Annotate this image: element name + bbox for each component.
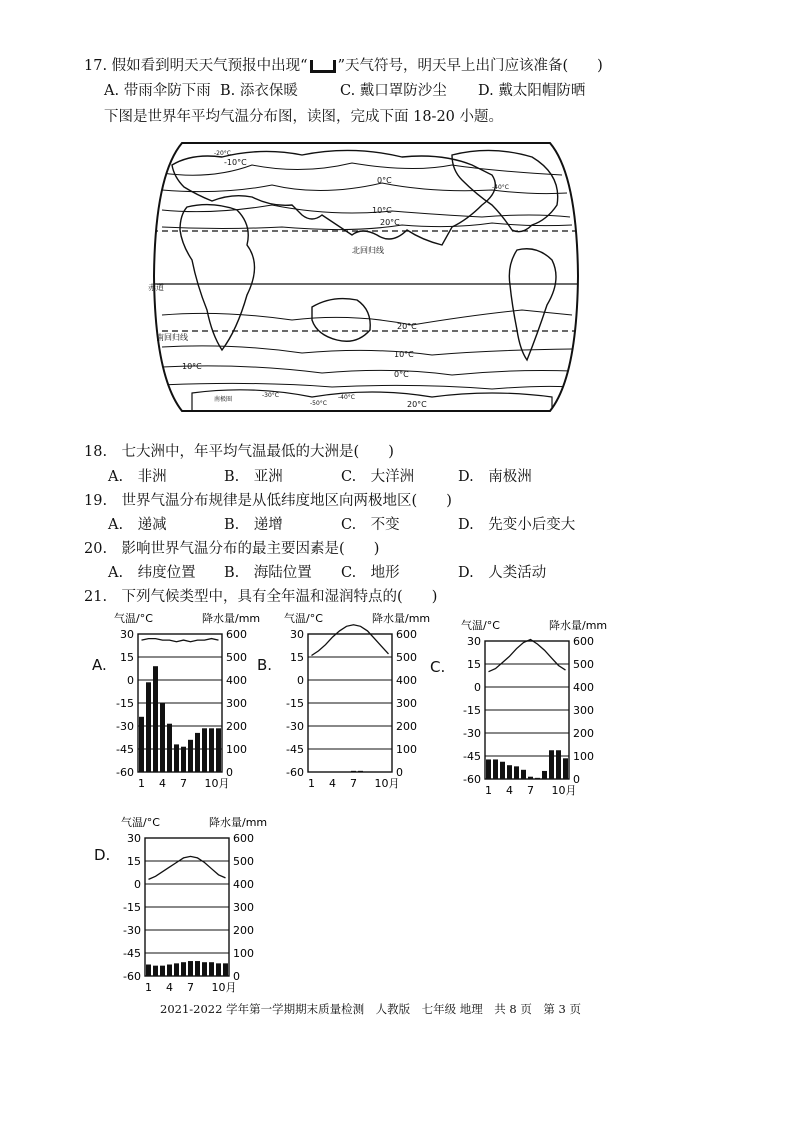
isotherm-label-7: 10°C [182,362,202,371]
precip-tick-label: 600 [226,628,247,641]
temp-tick-label: -60 [286,766,304,779]
month-tick-label: 1 [138,777,145,790]
precip-axis-title: 降水量/mm [202,612,261,625]
precip-tick-label: 600 [573,635,594,648]
temp-tick-label: 15 [467,658,481,671]
month-tick-label: 10月 [551,784,577,797]
temp-tick-label: -30 [116,720,134,733]
precip-bar [188,740,193,772]
temp-tick-label: 15 [290,651,304,664]
precip-tick-label: 200 [226,720,247,733]
q20-option-d: D. 人类活动 [458,565,547,581]
temp-tick-label: -15 [463,704,481,717]
precip-tick-label: 300 [226,697,247,710]
precip-tick-label: 300 [233,901,254,914]
precip-tick-label: 500 [233,855,254,868]
chart-c-label: C. [430,658,446,676]
q17-text-after: ”天气符号，明天早上出门应该准备( ) [337,58,603,74]
q18-option-c: C. 大洋洲 [341,469,415,485]
precip-tick-label: 200 [396,720,417,733]
precip-tick-label: 0 [233,970,240,983]
q18-option-a: A. 非洲 [108,469,167,485]
precip-tick-label: 100 [226,743,247,756]
precip-bar [167,965,172,977]
temp-tick-label: 30 [290,628,304,641]
precip-bar [202,728,207,772]
q18-option-b: B. 亚洲 [224,469,283,485]
precip-bar [486,759,491,779]
isotherm-label-10: -40°C [338,394,355,401]
temp-tick-label: -30 [463,727,481,740]
temp-tick-label: -45 [463,750,481,763]
precip-tick-label: 100 [573,750,594,763]
climate-chart-c [457,617,632,797]
precip-bar [188,961,193,976]
precip-bar [202,962,207,976]
precip-bar [521,770,526,779]
chart-d-label: D. [94,846,111,864]
temp-tick-label: -15 [116,697,134,710]
precip-bar [174,963,179,976]
map-intro: 下图是世界年平均气温分布图，读图，完成下面 18-20 小题。 [104,109,504,125]
map-label-antarctic: 南极圈 [214,396,233,403]
month-tick-label: 1 [485,784,492,797]
temp-tick-label: 15 [127,855,141,868]
map-label-equator: 赤道 [148,283,164,292]
precip-bar [216,728,221,772]
precip-tick-label: 400 [396,674,417,687]
precip-bar [139,717,144,772]
q17-text-before: 17. 假如看到明天天气预报中出现“ [84,58,308,74]
temperature-line [142,639,219,642]
temp-axis-title: 气温/°C [284,612,323,625]
q20-option-b: B. 海陆位置 [224,565,312,581]
q20-stem: 20. 影响世界气温分布的最主要因素是( ) [84,541,380,557]
q19-option-b: B. 递增 [224,517,283,533]
precip-bar [153,666,158,772]
temp-tick-label: -60 [123,970,141,983]
isotherm-label-0: -10°C [224,158,247,167]
q17-option-a: A. 带雨伞防下雨 [104,83,211,99]
temp-tick-label: 0 [134,878,141,891]
precip-bar [181,962,186,976]
precip-bar [195,961,200,976]
isotherm-label-6: 0°C [394,370,409,379]
q19-option-d: D. 先变小后变大 [458,517,576,533]
temp-tick-label: -45 [286,743,304,756]
precip-bar [181,747,186,772]
temp-tick-label: -60 [116,766,134,779]
climate-chart-b [280,610,455,790]
precip-tick-label: 100 [396,743,417,756]
sandstorm-weather-symbol-icon [310,60,336,73]
q20-option-a: A. 纬度位置 [108,565,196,581]
temp-tick-label: 0 [474,681,481,694]
temp-axis-title: 气温/°C [461,619,500,632]
precip-bar [493,759,498,779]
page-footer: 2021-2022 学年第一学期期末质量检测 人教版 七年级 地理 共 8 页 第 3 页 [160,1002,581,1016]
temp-tick-label: -15 [286,697,304,710]
month-tick-label: 7 [187,981,194,994]
temp-tick-label: 0 [127,674,134,687]
precip-tick-label: 300 [396,697,417,710]
isotherm-label-13: -40°C [492,184,509,191]
month-tick-label: 10月 [211,981,237,994]
precip-bar [146,682,151,772]
temp-tick-label: -15 [123,901,141,914]
month-tick-label: 1 [308,777,315,790]
temp-tick-label: 0 [297,674,304,687]
q17-option-b: B. 添衣保暖 [220,83,298,99]
climate-chart-d [117,814,292,994]
precip-bar [209,962,214,976]
temp-tick-label: -45 [123,947,141,960]
temp-tick-label: -30 [286,720,304,733]
precip-bar [535,778,540,779]
world-temperature-map [148,135,580,417]
climate-chart-a [110,610,285,790]
precip-bar [358,771,363,772]
precip-tick-label: 400 [233,878,254,891]
isotherm-label-1: 0°C [377,176,392,185]
isotherm-label-5: 10°C [394,350,414,359]
isotherm-label-3: 20°C [380,218,400,227]
precip-bar [556,750,561,779]
map-label-tropic-north: 北回归线 [352,246,384,255]
isotherm-label-4: 20°C [397,322,417,331]
month-tick-label: 4 [166,981,173,994]
precip-tick-label: 500 [226,651,247,664]
temp-tick-label: 30 [467,635,481,648]
temperature-line [149,856,226,879]
month-tick-label: 7 [350,777,357,790]
precip-tick-label: 0 [226,766,233,779]
temp-axis-title: 气温/°C [121,816,160,829]
month-tick-label: 4 [506,784,513,797]
precip-tick-label: 200 [573,727,594,740]
precip-bar [507,765,512,779]
temp-tick-label: 30 [120,628,134,641]
precip-axis-title: 降水量/mm [209,816,268,829]
isotherm-label-12: -30°C [262,392,279,399]
precip-tick-label: 500 [573,658,594,671]
month-tick-label: 1 [145,981,152,994]
precip-bar [514,766,519,779]
precip-bar [216,963,221,976]
precip-bar [195,733,200,772]
precip-bar [153,966,158,976]
precip-tick-label: 0 [573,773,580,786]
precip-bar [223,963,228,976]
precip-bar [351,771,356,772]
precip-tick-label: 300 [573,704,594,717]
precip-bar [160,703,165,772]
temperature-line [489,640,566,672]
precip-bar [563,758,568,779]
q19-stem: 19. 世界气温分布规律是从低纬度地区向两极地区( ) [84,493,452,509]
q19-option-a: A. 递减 [108,517,167,533]
month-tick-label: 7 [527,784,534,797]
precip-bar [209,728,214,772]
q17-stem [84,57,603,75]
month-tick-label: 7 [180,777,187,790]
q19-option-c: C. 不变 [341,517,400,533]
precip-tick-label: 0 [396,766,403,779]
chart-b-label: B. [257,656,273,674]
temp-tick-label: -60 [463,773,481,786]
map-label-tropic-south: 南回归线 [156,333,188,342]
precip-tick-label: 100 [233,947,254,960]
precip-tick-label: 400 [573,681,594,694]
precip-bar [542,771,547,779]
temp-tick-label: 15 [120,651,134,664]
temp-tick-label: 30 [127,832,141,845]
precip-tick-label: 600 [396,628,417,641]
precip-tick-label: 500 [396,651,417,664]
precip-bar [167,724,172,772]
q20-option-c: C. 地形 [341,565,400,581]
precip-tick-label: 400 [226,674,247,687]
q17-option-c: C. 戴口罩防沙尘 [340,83,447,99]
isotherm-label-2: 10°C [372,206,392,215]
precip-tick-label: 200 [233,924,254,937]
temp-axis-title: 气温/°C [114,612,153,625]
isotherm-label-9: -50°C [310,400,327,407]
precip-bar [549,750,554,779]
q18-option-d: D. 南极洲 [458,469,532,485]
precip-bar [528,777,533,779]
precip-tick-label: 600 [233,832,254,845]
temp-tick-label: -45 [116,743,134,756]
month-tick-label: 10月 [204,777,230,790]
precip-axis-title: 降水量/mm [549,619,608,632]
month-tick-label: 10月 [374,777,400,790]
q17-option-d: D. 戴太阳帽防晒 [478,83,586,99]
q21-stem: 21. 下列气候类型中，具有全年温和湿润特点的( ) [84,589,438,605]
month-tick-label: 4 [329,777,336,790]
precip-axis-title: 降水量/mm [372,612,431,625]
temp-tick-label: -30 [123,924,141,937]
isotherm-label-11: -20°C [214,150,231,157]
precip-bar [174,744,179,772]
temperature-line [312,625,389,656]
month-tick-label: 4 [159,777,166,790]
isotherm-label-8: 20°C [407,400,427,409]
q18-stem: 18. 七大洲中，年平均气温最低的大洲是( ) [84,444,394,460]
precip-bar [500,762,505,779]
precip-bar [146,965,151,977]
precip-bar [160,966,165,976]
chart-a-label: A. [92,656,107,674]
